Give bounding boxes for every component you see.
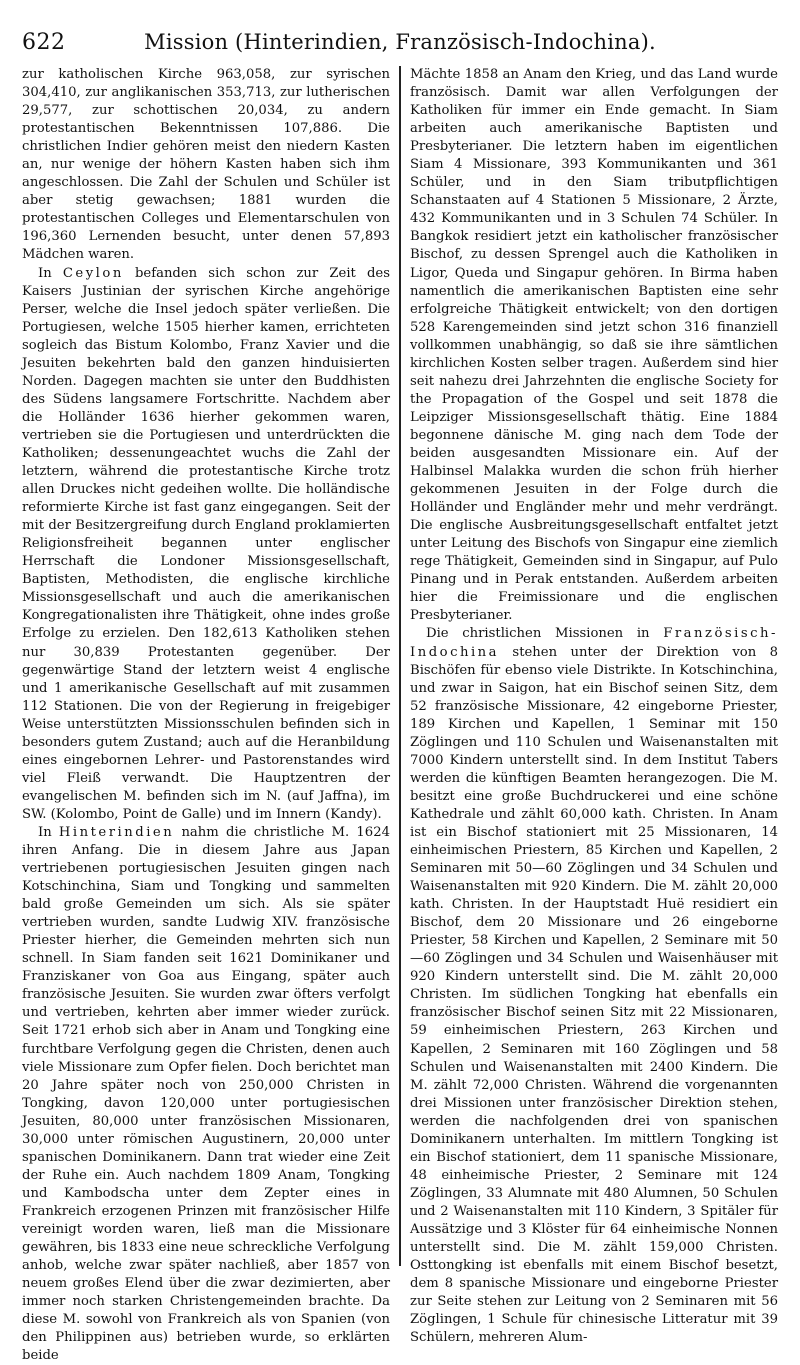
section-term-indochina: Französisch-Indochina [410,626,778,660]
paragraph-lead: In [38,824,52,840]
paragraph-body: nahm die christliche M. 1624 ihren Anfang. Die in diesem Jahre aus Japan vertriebenen portugiesischen Jesuiten gingen nach Kotschinchina, Siam und Tongking und sammelten bald große Gemeinden um sich. Als sie später vertrieben wurden, sandte Ludwig XIV. französische Priester hierher, die Gemeinden mehrten sich nun schnell. In Siam fanden seit 1621 Dominikaner und Franziskaner von Goa aus Eingang, später auch französische Jesuiten. Sie wurden zwar öfters verfolgt und vertrieben, kehrten aber immer wieder zurück. Seit 1721 erhob sich aber in Anam und Tongking eine furchtbare Verfolgung gegen die Christen, denen auch viele Missionare zum Opfer fielen. Doch berichtet man 20 Jahre später noch von 250,000 Christen in Tongking, davon 120,000 unter portugiesischen Jesuiten, 80,000 unter französischen Missionaren, 30,000 unter römischen Augustinern, 20,000 unter spanischen Dominikanern. Dann trat wieder eine Zeit der Ruhe ein. Auch nachdem 1809 Anam, Tongking und Kambodscha unter dem Zepter eines in Frankreich erzogenen Prinzen mit französischer Hilfe vereinigt worden waren, ließ man die Missionare gewähren, bis 1833 eine neue schreckliche Verfolgung anhob, welche zwar später nachließ, aber 1857 von neuem großes Elend über die zwar dezimierten, aber immer noch starken Christengemeinden brachte. Da diese M. sowohl von Frankreich als von Spanien (von den Philippinen aus) betrieben wurde, so erklärten beide [22,824,390,1364]
paragraph-hinterindien [22,824,390,1365]
column-divider [399,66,401,1266]
left-column [22,66,390,1364]
paragraph-india-statistics: zur katholischen Kirche 963,058, zur syrischen 304,410, zur anglikanischen 353,713, zur lutherischen 29,577, zur schottischen 20,034, zu andern protestantischen Bekenntnissen 107,886. Die christlichen Indier gehören meist den niedern Kasten an, nur wenige der höhern Kasten haben sich ihm angeschlossen. Die Zahl der Schulen und Schüler ist aber stetig gewachsen; 1881 wurden die protestantischen Colleges und Elementarschulen von 196,360 Lernenden besucht, unter denen 57,893 Mädchen waren. [22,67,390,263]
paragraph-ceylon [22,265,390,824]
paragraph-lead: Die christlichen Missionen in [426,626,650,642]
section-term-ceylon: Ceylon [62,265,124,281]
section-term-hinterindien: Hinterindien [58,824,175,840]
page-number: 622 [22,30,66,55]
running-title: Mission (Hinterindien, Französisch-Indochina). [144,30,656,54]
paragraph-siam-birma-malakka: Mächte 1858 an Anam den Krieg, und das Land wurde französisch. Damit war allen Verfolgungen der Katholiken für immer ein Ende gemacht. In Siam arbeiten auch amerikanische Baptisten und Presbyterianer. Die letztern haben im eigentlichen Siam 4 Missionare, 393 Kommunikanten und 361 Schüler, und in den Siam tributpflichtigen Schanstaaten auf 4 Stationen 5 Missionare, 2 Ärzte, 432 Kommunikanten und in 3 Schulen 74 Schüler. In Bangkok residiert jetzt ein katholischer französischer Bischof, zu dessen Sprengel auch die Katholiken in Ligor, Queda und Singapur gehören. In Birma haben namentlich die amerikanischen Baptisten eine sehr erfolgreiche Thätigkeit entwickelt; von den dortigen 528 Karengemeinden sind jetzt schon 316 finanziell vollkommen unabhängig, so daß sie ihre sämtlichen kirchlichen Kosten selber tragen. Außerdem sind hier seit nahezu drei Jahrzehnten die englische Society for the Propagation of the Gospel und seit 1878 die Leipziger Missionsgesellschaft thätig. Eine 1884 begonnene dänische M. ging nach dem Tode der beiden ausgesandten Missionare ein. Auf der Halbinsel Malakka wurden die schon früh hierher gekommenen Jesuiten in der Folge durch die Holländer und Engländer mehr und mehr verdrängt. Die englische Ausbreitungsgesellschaft entfaltet jetzt unter Leitung des Bischofs von Singapur eine ziemlich rege Thätigkeit, Gemeinden sind in Singapur, auf Pulo Pinang und in Perak entstanden. Außerdem arbeiten hier die Freimissionare und die englischen Presbyterianer. [410,67,778,624]
right-column [410,66,778,1346]
paragraph-body: befanden sich schon zur Zeit des Kaisers Justinian der syrischen Kirche angehörige Perser, welche die Insel jedoch später verließen. Die Portugiesen, welche 1505 hierher kamen, errichteten sogleich das Bistum Kolombo, Franz Xavier und die Jesuiten bekehrten bald den ganzen hinduisierten Norden. Dagegen machten sie unter den Buddhisten des Südens langsamere Fortschritte. Nachdem aber die Holländer 1636 hierher gekommen waren, vertrieben sie die Portugiesen und unterdrückten die Katholiken; dessenungeachtet wuchs die Zahl der letztern, während die protestantische Kirche trotz allen Druckes nicht gedeihen wollte. Die holländische reformierte Kirche ist fast ganz eingegangen. Seit der mit der Besitzergreifung durch England proklamierten Religionsfreiheit begannen unter englischer Herrschaft die Londoner Missionsgesellschaft, Baptisten, Methodisten, die englische kirchliche Missionsgesellschaft und auch die amerikanischen Kongregationalisten ihre Thätigkeit, ohne indes große Erfolge zu erzielen. Den 182,613 Katholiken stehen nur 30,839 Protestanten gegenüber. Der gegenwärtige Stand der letztern weist 4 englische und 1 amerikanische Gesellschaft auf mit zusammen 112 Stationen. Die von der Regierung in freigebiger Weise unterstützten Missionsschulen befinden sich in besonders gutem Zustand; auch auf die Heranbildung eines eingebornen Lehrer- und Pastorenstandes wird viel Fleiß verwandt. Die Hauptzentren der evangelischen M. befinden sich im N. (auf Jaffna), im SW. (Kolombo, Point de Galle) und im Innern (Kandy). [22,265,390,822]
paragraph-body: stehen unter der Direktion von 8 Bischöfen für ebenso viele Distrikte. In Kotschinchina, und zwar in Saigon, hat ein Bischof seinen Sitz, dem 52 französische Missionare, 42 eingeborne Priester, 189 Kirchen und Kapellen, 1 Seminar mit 150 Zöglingen und 110 Schulen und Waisenanstalten mit 7000 Kindern unterstellt sind. In dem Institut Tabers werden die künftigen Beamten herangezogen. Die M. besitzt eine große Buchdruckerei und eine schöne Kathedrale und zählt 60,000 kath. Christen. In Anam ist ein Bischof stationiert mit 25 Missionaren, 14 einheimischen Priestern, 85 Kirchen und Kapellen, 2 Seminaren mit 50—60 Zöglingen und 34 Schulen und Waisenanstalten mit 920 Kindern. Die M. zählt 20,000 kath. Christen. In der Hauptstadt Huë residiert ein Bischof, dem 20 Missionare und 26 eingeborne Priester, 58 Kirchen und Kapellen, 2 Seminare mit 50—60 Zöglingen und 34 Schulen und Waisenhäuser mit 920 Kindern unterstellt sind. Die M. zählt 20,000 Christen. Im südlichen Tongking hat ebenfalls ein französischer Bischof seinen Sitz mit 22 Missionaren, 59 einheimischen Priestern, 263 Kirchen und Kapellen, 2 Seminaren mit 160 Zöglingen und 58 Schulen und Waisenanstalten mit 2400 Kindern. Die M. zählt 72,000 Christen. Während die vorgenannten drei Missionen unter französischer Direktion stehen, werden die nachfolgenden drei von spanischen Dominikanern unterhalten. Im mittlern Tongking ist ein Bischof stationiert, dem 11 spanische Missionare, 48 einheimische Priester, 2 Seminare mit 124 Zöglingen, 33 Alumnate mit 480 Alumnen, 50 Schulen und 2 Waisenanstalten mit 110 Kindern, 3 Spitäler für Aussätzige und 3 Klöster für 64 einheimische Nonnen unterstellt sind. Die M. zählt 159,000 Christen. Osttongking ist ebenfalls mit einem Bischof besetzt, dem 8 spanische Missionare und eingeborne Priester zur Seite stehen zur Leitung von 2 Seminaren mit 56 Zöglingen, 1 Schule für chinesische Litteratur mit 39 Schülern, mehreren Alum- [410,644,778,1346]
text-columns [22,66,782,1364]
paragraph-indochina [410,625,778,1347]
page-header [22,28,778,58]
paragraph-lead: In [38,265,52,281]
